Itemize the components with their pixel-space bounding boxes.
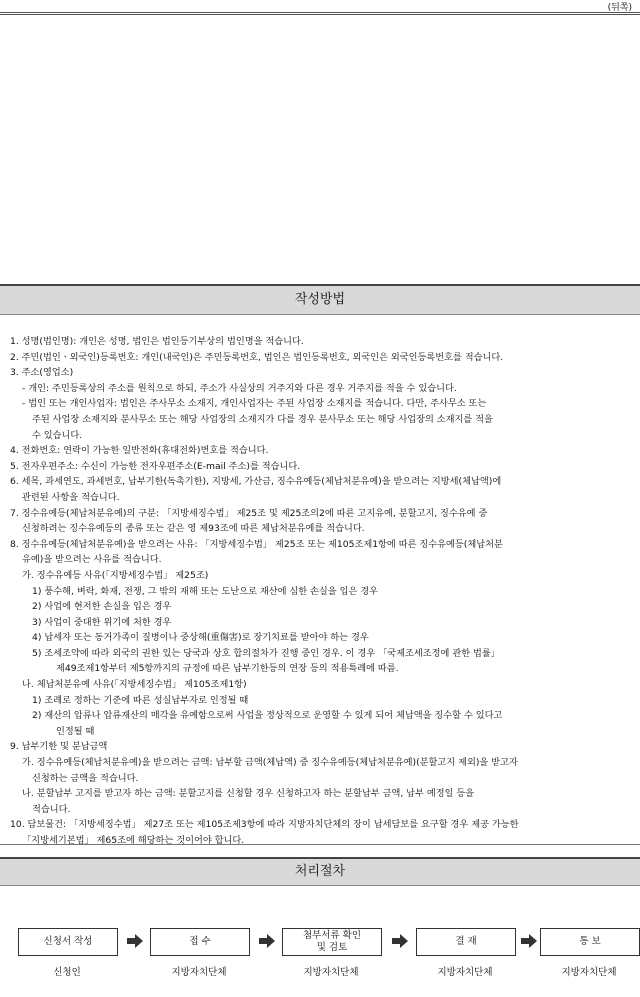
arrow-right-icon [126,933,144,949]
instruction-line: 관련된 사항을 적습니다. [22,491,120,503]
instruction-line: 신청하는 금액을 적습니다. [32,772,139,784]
instruction-line: 1) 풍수해, 벼락, 화재, 전쟁, 그 밖의 재해 또는 도난으로 재산에 심한 손실을 입은 경우 [32,585,379,597]
instruction-line: 수 있습니다. [32,429,83,441]
back-label: (뒤쪽) [607,3,632,13]
arrow-right-icon [391,933,409,949]
arrow-right-icon [258,933,276,949]
instruction-line: 가. 징수유예등(체납처분유예)을 받으려는 금액: 납부할 금액(체납액) 중 징수유예등(체납처분유예)(분할고지 제외)을 받고자 [22,757,518,769]
instruction-line: 6. 세목, 과세연도, 과세번호, 납부기한(독촉기한), 지방세, 가산금, 징수유예등(체납처분유예)을 받으려는 지방세(체납액)에 [10,476,502,488]
process-step-actor: 지방자치단체 [437,967,493,978]
instruction-line: 3) 사업이 중대한 위기에 처한 경우 [32,616,172,628]
instruction-line: - 개인: 주민등록상의 주소를 원칙으로 하되, 주소가 사실상의 거주지와 다른 경우 거주지를 적을 수 있습니다. [22,382,457,394]
instruction-line: 1. 성명(법인명): 개인은 성명, 법인은 법인등기부상의 법인명을 적습니다. [10,336,304,347]
process-step-box: 접 수 [150,928,250,956]
instruction-line: 인정될 때 [56,725,95,737]
instruction-line: - 법인 또는 개인사업자: 법인은 주사무소 소재지, 개인사업자는 주된 사업장 소재지를 적습니다. 다만, 주사무소 또는 [22,398,487,410]
instruction-line: 유예)을 받으려는 사유를 적습니다. [22,554,162,566]
instruction-line: 7. 징수유예등(체납처분유예)의 구분: 「지방세징수법」 제25조 및 제25조의2에 따른 고지유예, 분할고지, 징수유예 중 [10,507,488,519]
instruction-line: 신청하려는 징수유예등의 종류 또는 같은 영 제93조에 따른 체납처분유예를 적습니다. [22,523,365,535]
instruction-line: 5. 전자우편주소: 수신이 가능한 전자우편주소(E-mail 주소)를 적습니다. [10,460,301,472]
instruction-line: 10. 담보물건: 「지방세징수법」 제27조 또는 제105조제3항에 따라 지방자치단체의 장이 납세담보를 요구할 경우 제공 가능한 [10,819,519,831]
instructions-list [10,334,626,849]
instruction-line: 나. 분할납부 고지를 받고자 하는 금액: 분할고지를 신청할 경우 신청하고자 하는 분할납부 금액, 납부 예정일 등을 [22,788,475,800]
process-flow [0,924,640,994]
instruction-line: 주된 사업장 소재지와 분사무소 또는 해당 사업장의 소재지가 다를 경우 분사무소 또는 해당 사업장의 소재지를 적을 [32,413,493,425]
instruction-line: 4. 전화번호: 연락이 가능한 일반전화(휴대전화)번호를 적습니다. [10,445,269,457]
process-step-actor: 지방자치단체 [561,967,617,978]
instruction-line: 5) 조세조약에 따라 외국의 권한 있는 당국과 상호 합의절차가 진행 중인 경우. 이 경우 「국제조세조정에 관한 법률」 [32,647,500,659]
process-step-actor: 지방자치단체 [303,967,359,978]
process-step-box: 신청서 작성 [18,928,118,956]
instruction-line: 2) 사업에 현저한 손실을 입은 경우 [32,601,172,613]
instruction-line: 1) 조례로 정하는 기준에 따른 성실납부자로 인정될 때 [32,694,249,706]
process-step-box: 첨부서류 확인 및 검토 [282,928,382,956]
process-step-box: 통 보 [540,928,640,956]
process-step-actor: 지방자치단체 [171,967,227,978]
instruction-line: 9. 납부기한 및 분납금액 [10,741,108,753]
bottom-divider [0,844,640,845]
top-divider [0,12,640,13]
instruction-line: 3. 주소(영업소) [10,367,74,379]
instruction-line: 2. 주민(법인ㆍ외국인)등록번호: 개인(내국인)은 주민등록번호, 법인은 법인등록번호, 외국인은 외국인등록번호를 적습니다. [10,351,504,363]
instruction-line: 8. 징수유예등(체납처분유예)을 받으려는 사유: 「지방세징수법」 제25조 또는 제105조제1항에 따른 징수유예등(체납처분 [10,538,503,550]
process-step-box: 결 재 [416,928,516,956]
instruction-line: 나. 체납처분유예 사유(「지방세징수법」 제105조제1항) [22,679,247,691]
instruction-line: 2) 재산의 압류나 압류재산의 매각을 유예함으로써 사업을 정상적으로 운영할 수 있게 되어 체납액을 징수할 수 있다고 [32,710,503,722]
instruction-line: 제49조제1항부터 제5항까지의 규정에 따른 납부기한등의 연장 등의 적용특례에 따름. [56,663,399,675]
process-step-actor: 신청인 [53,967,81,978]
instruction-line: 4) 납세자 또는 동거가족이 질병이나 중상해(重傷害)로 장기치료를 받아야 하는 경우 [32,632,369,644]
instructions-heading: 작성방법 [0,284,640,315]
arrow-right-icon [520,933,538,949]
top-divider-2 [0,14,640,15]
instruction-line: 「지방세기본법」 제65조에 해당하는 것이어야 합니다. [22,835,245,846]
instruction-line: 적습니다. [32,803,71,815]
instruction-line: 가. 징수유예등 사유(「지방세징수법」 제25조) [22,569,209,581]
process-heading: 처리절차 [0,857,640,886]
